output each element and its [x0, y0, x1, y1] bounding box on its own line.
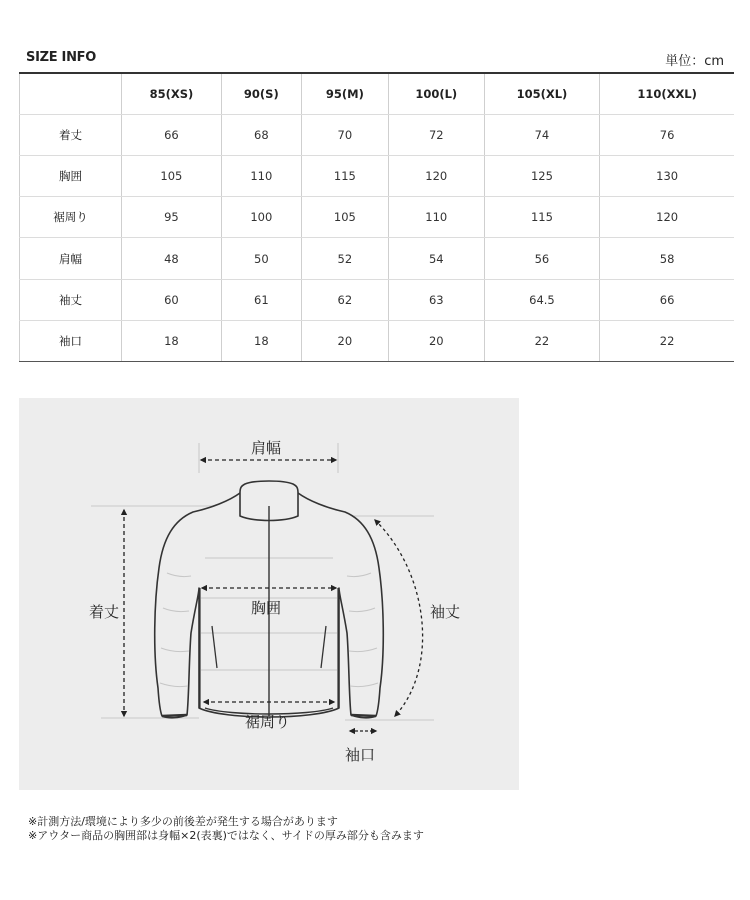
label-shoulder-width: 肩幅	[251, 439, 282, 457]
table-cell: 120	[600, 197, 734, 238]
table-cell: 52	[301, 238, 388, 279]
row-label: 裾周り	[20, 197, 122, 238]
table-cell: 56	[484, 238, 600, 279]
table-cell: 64.5	[484, 279, 600, 320]
table-cell: 20	[388, 320, 484, 361]
table-row	[20, 279, 735, 320]
row-label: 袖丈	[20, 279, 122, 320]
table-cell: 60	[122, 279, 222, 320]
table-cell: 76	[600, 115, 734, 156]
column-header: 110(XXL)	[600, 73, 734, 115]
table-cell: 130	[600, 156, 734, 197]
note-line: ※アウター商品の胸囲部は身幅×2(表裏)ではなく、サイドの厚み部分も含みます	[28, 829, 424, 842]
measurement-diagram	[19, 398, 519, 790]
corner-cell	[20, 73, 122, 115]
table-row	[20, 156, 735, 197]
note-line: ※計測方法/環境により多少の前後差が発生する場合があります	[28, 815, 338, 828]
table-cell: 125	[484, 156, 600, 197]
table-cell: 95	[122, 197, 222, 238]
table-cell: 105	[122, 156, 222, 197]
row-label: 着丈	[20, 115, 122, 156]
unit-label: 単位：cm	[665, 54, 724, 69]
table-cell: 48	[122, 238, 222, 279]
column-header: 90(S)	[221, 73, 301, 115]
column-header: 100(L)	[388, 73, 484, 115]
table-cell: 18	[122, 320, 222, 361]
size-table	[19, 72, 734, 362]
table-cell: 62	[301, 279, 388, 320]
row-label: 袖口	[20, 320, 122, 361]
table-cell: 22	[484, 320, 600, 361]
table-cell: 63	[388, 279, 484, 320]
table-cell: 68	[221, 115, 301, 156]
table-cell: 70	[301, 115, 388, 156]
table-cell: 120	[388, 156, 484, 197]
column-header: 85(XS)	[122, 73, 222, 115]
table-row	[20, 197, 735, 238]
label-body-length: 着丈	[89, 603, 120, 621]
table-cell: 74	[484, 115, 600, 156]
table-cell: 66	[122, 115, 222, 156]
table-cell: 18	[221, 320, 301, 361]
table-cell: 105	[301, 197, 388, 238]
table-row	[20, 238, 735, 279]
label-cuff: 袖口	[345, 746, 376, 764]
table-row	[20, 320, 735, 361]
label-chest: 胸囲	[251, 599, 282, 617]
table-cell: 54	[388, 238, 484, 279]
table-cell: 72	[388, 115, 484, 156]
column-header: 105(XL)	[484, 73, 600, 115]
table-cell: 100	[221, 197, 301, 238]
row-label: 肩幅	[20, 238, 122, 279]
column-header: 95(M)	[301, 73, 388, 115]
size-info-title: SIZE INFO	[26, 50, 96, 65]
table-cell: 115	[301, 156, 388, 197]
label-sleeve-length: 袖丈	[430, 603, 461, 621]
label-hem: 裾周り	[245, 713, 291, 731]
table-cell: 61	[221, 279, 301, 320]
table-cell: 58	[600, 238, 734, 279]
table-cell: 115	[484, 197, 600, 238]
table-cell: 110	[388, 197, 484, 238]
table-cell: 66	[600, 279, 734, 320]
table-row	[20, 115, 735, 156]
notes	[28, 815, 424, 843]
table-cell: 50	[221, 238, 301, 279]
table-header-row	[20, 73, 735, 115]
table-cell: 110	[221, 156, 301, 197]
table-cell: 20	[301, 320, 388, 361]
row-label: 胸囲	[20, 156, 122, 197]
table-cell: 22	[600, 320, 734, 361]
